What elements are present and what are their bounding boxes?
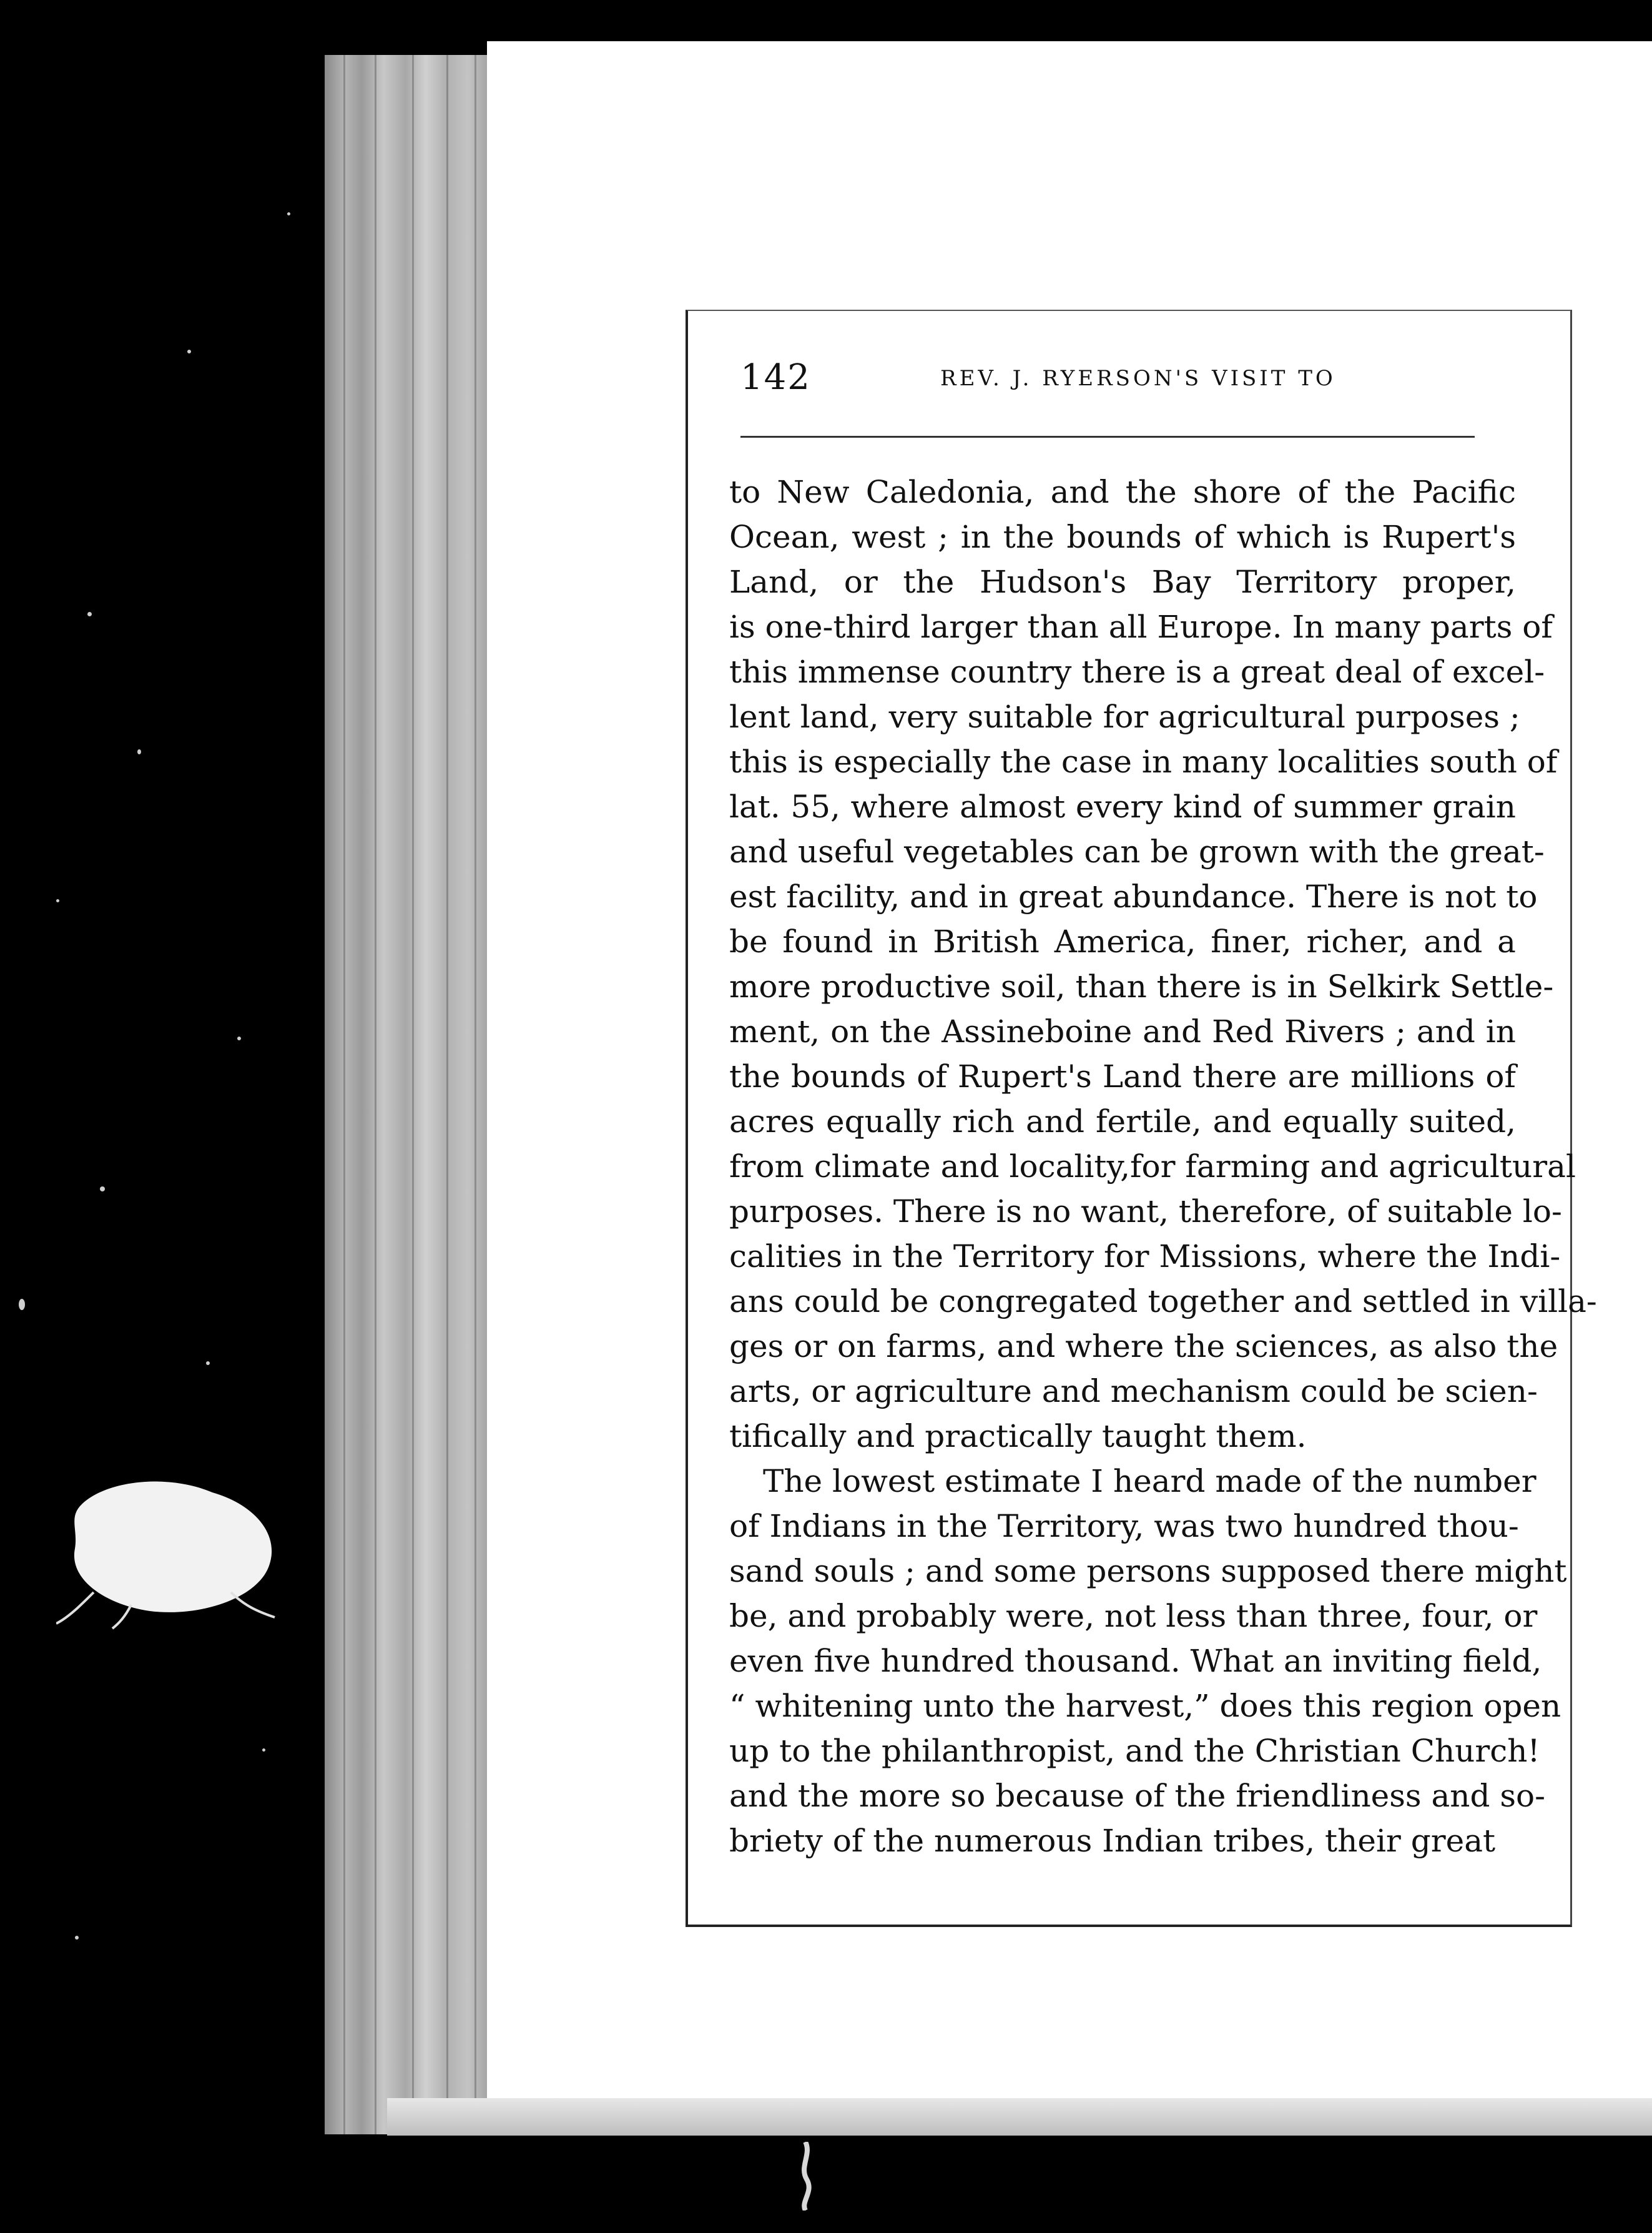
dust-speck [87, 612, 92, 616]
dust-speck [75, 1936, 79, 1940]
header-rule [740, 436, 1475, 438]
text-line: be, and probably were, not less than three, four, or [729, 1598, 1538, 1634]
text-line: and the more so because of the friendliness and so- [729, 1778, 1546, 1814]
dust-speck [137, 749, 141, 754]
text-line: purposes. There is no want, therefore, of suitable lo- [729, 1193, 1562, 1230]
text-line: arts, or agriculture and mechanism could be scien- [729, 1373, 1538, 1409]
text-line: tifically and practically taught them. [729, 1418, 1307, 1454]
dust-speck [287, 212, 290, 215]
page-edge [325, 55, 493, 2134]
text-line: ment, on the Assineboine and Red Rivers ; and in [729, 1013, 1516, 1050]
paper-stain [56, 1467, 293, 1630]
text-line: to New Caledonia, and the shore of the Pacific [729, 474, 1516, 510]
dust-speck [237, 1037, 241, 1040]
text-line: sand souls ; and some persons supposed there might [729, 1553, 1567, 1589]
text-line: ans could be congregated together and settled in villa- [729, 1283, 1597, 1319]
dust-speck [206, 1361, 210, 1365]
text-line: even five hundred thousand. What an inviting field, [729, 1643, 1542, 1679]
text-line: acres equally rich and fertile, and equally suited, [729, 1103, 1516, 1140]
body-text [729, 470, 1597, 1863]
text-line: from climate and locality,for farming and agricultural [729, 1148, 1576, 1185]
page-bottom-edge [387, 2098, 1652, 2136]
text-line: Land, or the Hudson's Bay Territory proper, [729, 564, 1516, 600]
text-line: briety of the numerous Indian tribes, their great [729, 1823, 1496, 1859]
dust-speck [56, 899, 59, 902]
dust-speck [100, 1186, 105, 1191]
text-line: be found in British America, finer, richer, and a [729, 924, 1516, 960]
page-number: 142 [740, 357, 811, 398]
dust-speck [187, 350, 191, 353]
dust-speck [262, 1748, 265, 1752]
text-line: up to the philanthropist, and the Christian Church! [729, 1733, 1540, 1769]
text-line: est facility, and in great abundance. There is not to [729, 879, 1538, 915]
text-line: and useful vegetables can be grown with the great- [729, 834, 1545, 870]
text-line: calities in the Territory for Missions, where the Indi- [729, 1238, 1561, 1274]
dust-speck [19, 1299, 25, 1310]
text-line: the bounds of Rupert's Land there are millions of [729, 1058, 1516, 1095]
text-line: this is especially the case in many localities south of [729, 744, 1558, 780]
text-line: “ whitening unto the harvest,” does this region open [729, 1688, 1561, 1724]
text-line: this immense country there is a great deal of excel- [729, 654, 1545, 690]
page-header [740, 357, 1477, 407]
running-head: REV. J. RYERSON'S VISIT TO [940, 366, 1336, 391]
text-line: more productive soil, than there is in Selkirk Settle- [729, 969, 1554, 1005]
text-line: lat. 55, where almost every kind of summer grain [729, 789, 1516, 825]
text-line: The lowest estimate I heard made of the number [763, 1463, 1536, 1499]
text-line: ges or on farms, and where the sciences, as also the [729, 1328, 1558, 1364]
text-line: lent land, very suitable for agricultural purposes ; [729, 699, 1520, 735]
text-line: is one-third larger than all Europe. In many parts of [729, 609, 1553, 645]
text-line: of Indians in the Territory, was two hundred thou- [729, 1508, 1519, 1544]
text-line: Ocean, west ; in the bounds of which is Rupert's [729, 519, 1516, 555]
margin-mark [793, 2142, 818, 2211]
